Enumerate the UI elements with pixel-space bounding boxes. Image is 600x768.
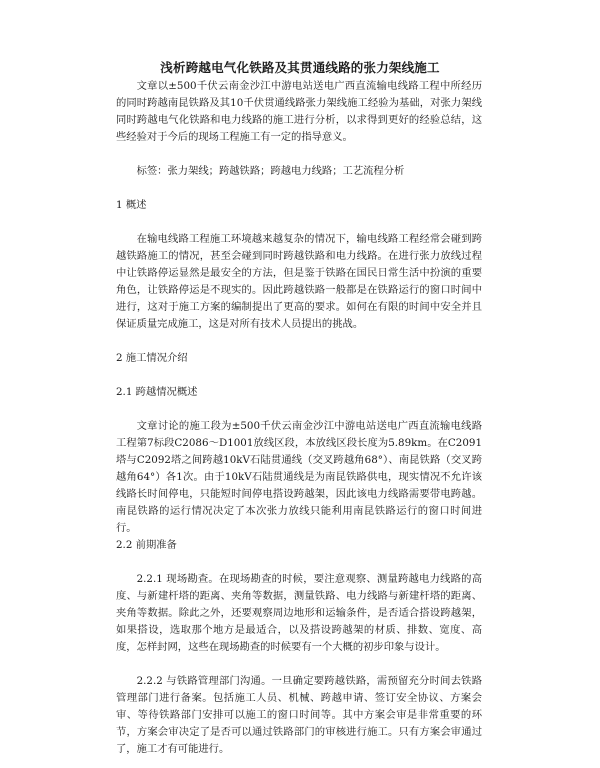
keywords-line: 标签：张力架线；跨越铁路；跨越电力线路；工艺流程分析 [136,165,405,177]
section-heading-2-1: 2.1 跨越情况概述 [116,386,198,398]
section-2-2-2-paragraph: 2.2.2 与铁路管理部门沟通。一旦确定要跨越铁路，需预留充分时间去铁路管理部门进行备案。包括施工人员、机械、跨越申请、签订安全协议、方案会审、等待铁路部门安排可以施工的窗口时间等。其中方案会审是非常重要的环节，方案会审决定了是否可以通过铁路部门的审核进行施工。只有方案会审通过了，施工才有可能进行。 [116,675,482,755]
paper-title: 浅析跨越电气化铁路及其贯通线路的张力架线施工 [160,60,440,76]
section-1-paragraph: 在输电线路工程施工环境越来越复杂的情况下，输电线路工程经常会碰到跨越铁路施工的情况，甚至会碰到同时跨越铁路和电力线路。在进行张力放线过程中让铁路停运显然是最安全的方法，但是鉴于铁路在国民日常生活中扮演的重要角色，让铁路停运是不现实的。因此跨越铁路一般都是在铁路运行的窗口时间中进行，这对于施工方案的编制提出了更高的要求。如何在有限的时间中安全并且保证质量完成施工，这是对所有技术人员提出的挑战。 [116,233,482,330]
abstract-paragraph: 文章以±500千伏云南金沙江中游电站送电广西直流输电线路工程中所经历的同时跨越南昆铁路及其10千伏贯通线路张力架线施工经验为基础，对张力架线同时跨越电气化铁路和电力线路的施工进行分析，以求得到更好的经验总结，这些经验对于今后的现场工程施工有一定的指导意义。 [116,80,482,143]
section-heading-2: 2 施工情况介绍 [116,352,188,364]
section-heading-2-2: 2.2 前期准备 [116,539,177,551]
section-2-1-paragraph: 文章讨论的施工段为±500千伏云南金沙江中游电站送电广西直流输电线路工程第7标段C2086～D1001放线区段，本放线区段长度为5.89km。在C2091塔与C2092塔之间跨越10kV石陆贯通线（交叉跨越角68°）、南昆铁路（交叉跨越角64°）各1次。由于10kV石陆贯通线是为南昆铁路供电，现实情况不允许该线路长时间停电，只能短时间停电搭设跨越架，因此该电力线路需要带电跨越。南昆铁路的运行情况决定了本次张力放线只能利用南昆铁路运行的窗口时间进行。 [116,420,482,534]
section-2-2-1-paragraph: 2.2.1 现场勘查。在现场勘查的时候，要注意观察、测量跨越电力线路的高度、与新建杆塔的距离、夹角等数据，测量铁路、电力线路与新建杆塔的距离、夹角等数据。除此之外，还要观察周边地形和运输条件，是否适合搭设跨越架，如果搭设，选取那个地方是最适合，以及搭设跨越架的材质、排数、宽度、高度，怎样封网，这些在现场勘查的时候要有一个大概的初步印象与设计。 [116,573,482,653]
section-heading-1: 1 概述 [116,199,147,211]
